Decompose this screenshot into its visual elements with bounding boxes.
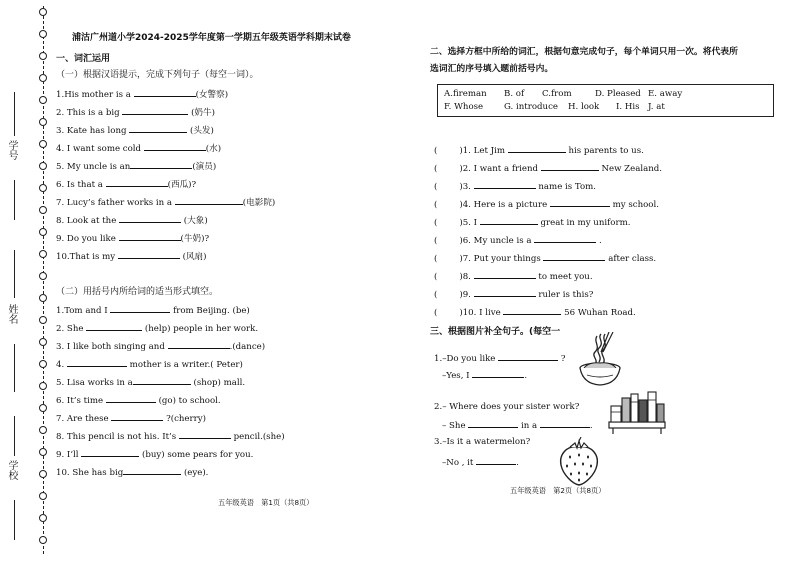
option-item: F. Whose [444,102,484,112]
name-line[interactable] [14,344,15,392]
part1-item: 10.That is my (风扇) [56,252,207,262]
option-item: J. at [648,102,665,112]
picture-question: 3.–Is it a watermelon? [434,437,531,447]
answer-blank[interactable] [503,306,561,315]
library-picture [605,388,669,434]
binding-hole [39,338,47,346]
school-line[interactable] [14,416,15,456]
choice-item: ( )7. Put your things after class. [434,254,657,264]
binding-hole [39,448,47,456]
choice-item: ( )1. Let Jim his parents to us. [434,146,644,156]
part2-item: 5. Lisa works in a (shop) mall. [56,378,246,388]
part2-item: 4. mother is a writer.( Peter) [56,360,243,370]
binding-hole [39,536,47,544]
answer-blank[interactable] [480,216,538,225]
part2-item: 6. It’s time (go) to school. [56,396,221,406]
section1-title: 一、词汇运用 [56,54,111,64]
part1-item: 5. My uncle is an (演员) [56,162,217,172]
option-item: H. look [568,102,600,112]
page-footer: 五年级英语 第1页（共8页） [218,498,314,507]
binding-hole [39,184,47,192]
binding-hole [39,382,47,390]
section2-title-cont: 选词汇的序号填入题前括号内。 [430,64,554,74]
binding-hole [39,316,47,324]
answer-blank[interactable] [541,162,599,171]
answer-blank[interactable] [110,304,170,313]
binding-hole [39,52,47,60]
choice-item: ( )6. My uncle is a . [434,236,602,246]
part2-title: （二）用括号内所给词的适当形式填空。 [56,287,219,297]
part2-item: 2. She (help) people in her work. [56,324,259,334]
answer-blank[interactable] [67,358,127,367]
part1-item: 1.His mother is a (女警察) [56,90,229,100]
school-line[interactable] [14,500,15,540]
option-item: A.fireman [444,89,487,99]
answer-blank[interactable] [468,419,518,428]
choice-item: ( )8. to meet you. [434,272,593,282]
answer-blank[interactable] [118,250,180,259]
binding-hole [39,492,47,500]
student-id-line[interactable] [14,180,15,220]
part2-item: 3. I like both singing and .(dance) [56,342,266,352]
answer-blank[interactable] [122,106,188,115]
answer-blank[interactable] [508,144,566,153]
answer-blank[interactable] [123,466,181,475]
binding-hole [39,118,47,126]
part1-item: 8. Look at the (大象) [56,216,208,226]
choice-item: ( )9. ruler is this? [434,290,594,300]
answer-blank[interactable] [130,160,192,169]
section3-title: 三、根据图片补全句子。(每空一 [430,327,561,337]
answer-blank[interactable] [86,322,142,331]
answer-blank[interactable] [476,456,516,465]
picture-answer: – She in a . [442,421,593,431]
binding-hole [39,360,47,368]
binding-hole [39,30,47,38]
part2-item: 7. Are these ?(cherry) [56,414,206,424]
answer-blank[interactable] [543,252,605,261]
part2-item: 8. This pencil is not his. It’s pencil.(she) [56,432,285,442]
option-box [437,84,774,117]
answer-blank[interactable] [129,124,187,133]
choice-item: ( )2. I want a friend New Zealand. [434,164,662,174]
answer-blank[interactable] [168,340,230,349]
answer-blank[interactable] [534,234,596,243]
binding-hole [39,8,47,16]
part1-title: （一）根据汉语提示，完成下列句子（每空一词）。 [56,70,259,80]
name-label: 姓名 [6,304,17,324]
name-line[interactable] [14,250,15,298]
option-item: D. Pleased [595,89,641,99]
answer-blank[interactable] [175,196,243,205]
section2-title: 二、选择方框中所给的词汇，根据句意完成句子，每个单词只用一次。将代表所 [430,47,738,57]
binding-hole [39,426,47,434]
binding-hole [39,250,47,258]
binding-hole [39,206,47,214]
answer-blank[interactable] [81,448,139,457]
binding-hole [39,96,47,104]
part1-item: 9. Do you like (牛奶)? [56,234,210,244]
answer-blank[interactable] [498,352,558,361]
answer-blank[interactable] [106,394,156,403]
answer-blank[interactable] [119,214,181,223]
answer-blank[interactable] [133,376,191,385]
part2-item: 1.Tom and I from Beijing. (be) [56,306,250,316]
binding-hole [39,140,47,148]
answer-blank[interactable] [134,88,196,97]
choice-item: ( )4. Here is a picture my school. [434,200,659,210]
answer-blank[interactable] [179,430,231,439]
answer-blank[interactable] [474,270,536,279]
binding-hole [39,514,47,522]
binding-hole [39,162,47,170]
binding-hole [39,470,47,478]
picture-question: 2.– Where does your sister work? [434,402,580,412]
option-item: B. of [504,89,525,99]
part1-item: 2. This is a big (奶牛) [56,108,215,118]
part2-item: 10. She has big (eye). [56,468,209,478]
part2-item: 9. I’ll (buy) some pears for you. [56,450,254,460]
answer-blank[interactable] [119,232,181,241]
student-id-line[interactable] [14,92,15,136]
picture-answer: –Yes, I . [442,371,528,381]
choice-item: ( )3. name is Tom. [434,182,597,192]
part1-item: 6. Is that a (西瓜)? [56,180,197,190]
school-label: 学校 [6,460,17,480]
answer-blank[interactable] [144,142,206,151]
option-item: I. His [616,102,640,112]
choice-item: ( )5. I great in my uniform. [434,218,631,228]
binding-hole [39,272,47,280]
answer-blank[interactable] [472,369,524,378]
part1-item: 4. I want some cold (水) [56,144,222,154]
answer-blank[interactable] [474,180,536,189]
page-footer: 五年级英语 第2页（共8页） [510,486,606,495]
choice-item: ( )10. I live 56 Wuhan Road. [434,308,636,318]
answer-blank[interactable] [540,419,590,428]
answer-blank[interactable] [474,288,536,297]
option-item: C.from [542,89,572,99]
option-item: E. away [648,89,683,99]
binding-hole [39,404,47,412]
picture-question: 1.–Do you like ? [434,354,566,364]
part1-item: 3. Kate has long (头发) [56,126,214,136]
answer-blank[interactable] [106,178,168,187]
answer-blank[interactable] [111,412,163,421]
part1-item: 7. Lucy’s father works in a (电影院) [56,198,276,208]
answer-blank[interactable] [550,198,610,207]
strawberry-picture [556,437,602,487]
picture-answer: –No , it . [442,458,519,468]
binding-hole [39,228,47,236]
student-id-label: 学号 [6,140,17,160]
page-title: 浦沽广州道小学2024-2025学年度第一学期五年级英语学科期末试卷 [72,33,351,43]
noodles-picture [575,332,625,388]
binding-hole [39,294,47,302]
binding-hole [39,74,47,82]
option-item: G. introduce [504,102,558,112]
